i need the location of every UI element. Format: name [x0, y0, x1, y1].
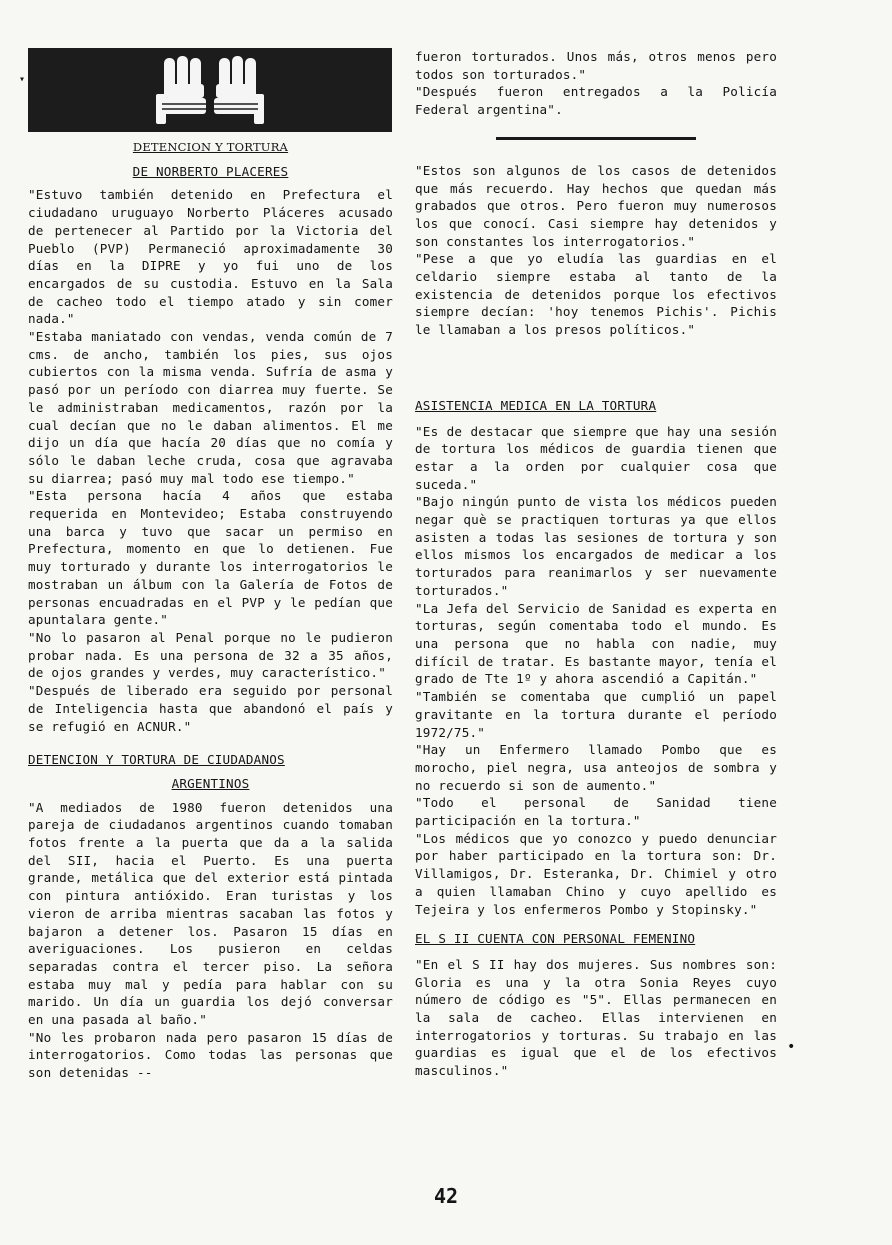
paragraph: "Pese a que yo eludía las guardias en el celdario siempre estaba al tanto de la existencia de detenidos porque los efectivos siempre decían: 'hoy tenemos Pichis'. Pichis le llamaban a los presos políticos.": [415, 251, 777, 338]
paragraph: "Estaba maniatado con vendas, venda común de 7 cms. de ancho, también los pies, sus ojos cubiertos con la misma venda. Sufría de asma y pasó por un período con diarrea muy fuerte. Se le administraban medicamentos, razón por la cual decían que no le daban alimentos. El me dijo un día que hacía 20 días que no comía y sólo le daban leche cruda, cosa que agravaba su diarrea; pasó muy mal todo ese tiempo.": [28, 329, 393, 486]
section-title-placeres: DE NORBERTO PLACERES: [132, 163, 289, 179]
paragraph: "Después de liberado era seguido por personal de Inteligencia hasta que abandonó el país y se refugió en ACNUR.": [28, 683, 393, 734]
paragraph: "En el S II hay dos mujeres. Sus nombres son: Gloria es una y la otra Sonia Reyes cuyo número de código es "5". Ellas permanecen en la sala de cacheo. Ellas intervienen en interrogatorios y torturas. Su trabajo en las guardias es igual que el de los efectivos masculinos.": [415, 956, 777, 1079]
section-title-personal-femenino: EL S II CUENTA CON PERSONAL FEMENINO: [415, 931, 696, 947]
paragraph: "Estuvo también detenido en Prefectura el ciudadano uruguayo Norberto Pláceres acusado de pertenecer al Partido por la Victoria del Pueblo (PVP) Permaneció aproximadamente 30 días en la DIPRE y yo fui uno de los encargados de su custodia. Estuvo en la Sala de cacheo todo el tiempo atado y sin comer nada.": [28, 187, 393, 327]
margin-dot: •: [787, 1039, 796, 1055]
section-title-argentinos: DETENCION Y TORTURA DE CIUDADANOS: [28, 752, 285, 768]
section-title-argentinos-line2: ARGENTINOS: [171, 775, 250, 791]
paragraph: "Esta persona hacía 4 años que estaba requerida en Montevideo; Estaba construyendo una barca y tuvo que sacar un permiso en Prefectura, momento en que lo detienen. Fue muy torturado y durante los interrogatorios le mostraban un álbum con la Galería de Fotos de personas encuadradas en el PVP y le pedían que apuntalara gente.": [28, 488, 393, 628]
section-body-asistencia-medica: [415, 423, 777, 919]
margin-mark: ▾: [19, 74, 26, 85]
paragraph: "También se comentaba que cumplió un papel gravitante en la tortura durante el período 1972/75.": [415, 689, 777, 740]
banner-caption: DETENCION Y TORTURA: [132, 140, 289, 154]
page-number: 42: [433, 1184, 459, 1208]
paragraph: "No les probaron nada pero pasaron 15 días de interrogatorios. Como todas las personas que son detenidas --: [28, 1029, 393, 1081]
paragraph: "Los médicos que yo conozco y puedo denunciar por haber participado en la tortura son: Dr. Villamigos, Dr. Esteranka, Dr. Chimiel y otro a quien llamaban Chino y cuyo apellido es Tejeira y los enfermeros Pombo y Stopinsky.": [415, 830, 777, 917]
paragraph: "Es de destacar que siempre que hay una sesión de tortura los médicos de guardia tienen que estar a la orden por cualquier cosa que suceda.": [415, 423, 777, 492]
section-body-placeres: [28, 186, 393, 735]
bound-fists-icon: [150, 54, 270, 126]
paragraph: "No lo pasaron al Penal porque no le pudieron probar nada. Es una persona de 32 a 35 años, de ojos grandes y verdes, muy característico.": [28, 629, 393, 681]
paragraph: "Hay un Enfermero llamado Pombo que es morocho, piel negra, usa anteojos de sombra y no recuerdo si son de aumento.": [415, 742, 777, 793]
recollections-text: [415, 162, 777, 339]
left-column: [28, 48, 393, 1082]
paragraph: "A mediados de 1980 fueron detenidos una pareja de ciudadanos argentinos cuando tomaban fotos frente a la puerta que da a la salida del SII, hacia el Puerto. Es una puerta grande, metálica que del exterior está pintada con pintura antióxido. Eran turistas y los vieron de arriba mientras sacaban las fotos y bajaron a detener los. Pasaron 15 días en averiguaciones. Los pusieron en celdas separadas contra el tercer piso. La señora estaba muy mal y pedía para hablar con su marido. Un día un guardia los dejó conversar en una pasada al baño.": [28, 799, 393, 1028]
continued-text: [415, 48, 777, 119]
paragraph: "Bajo ningún punto de vista los médicos pueden negar què se practiquen torturas ya que ellos asisten a todas las sesiones de tortura y son ellos mismos los encargados de medicar a los torturados para reanimarlos y ser nuevamente torturados.": [415, 494, 777, 598]
paragraph: fueron torturados. Unos más, otros menos pero todos son torturados.": [415, 49, 777, 82]
paragraph: "Después fueron entregados a la Policía Federal argentina".: [415, 84, 777, 118]
paragraph: "La Jefa del Servicio de Sanidad es experta en torturas, según comentaba todo el mundo. Es una persona que no habla con nadie, muy difícil de tratar. Es bastante mayor, tenía el grado de Tte 1º y ahora ascendió a Capitán.": [415, 600, 777, 687]
right-column: [415, 48, 777, 1080]
section-body-argentinos: [28, 799, 393, 1082]
paragraph: "Todo el personal de Sanidad tiene participación en la tortura.": [415, 795, 777, 829]
fists-banner: [28, 48, 392, 132]
paragraph: "Estos son algunos de los casos de detenidos que más recuerdo. Hay hechos que quedan más grabados que otros. Pero fueron muy numerosos los que conocí. Casi siempre hay detenidos y son constantes los interrogatorios.": [415, 162, 777, 249]
section-body-personal-femenino: [415, 956, 777, 1080]
separator-rule: [496, 137, 696, 140]
section-title-asistencia-medica: ASISTENCIA MEDICA EN LA TORTURA: [415, 397, 657, 413]
